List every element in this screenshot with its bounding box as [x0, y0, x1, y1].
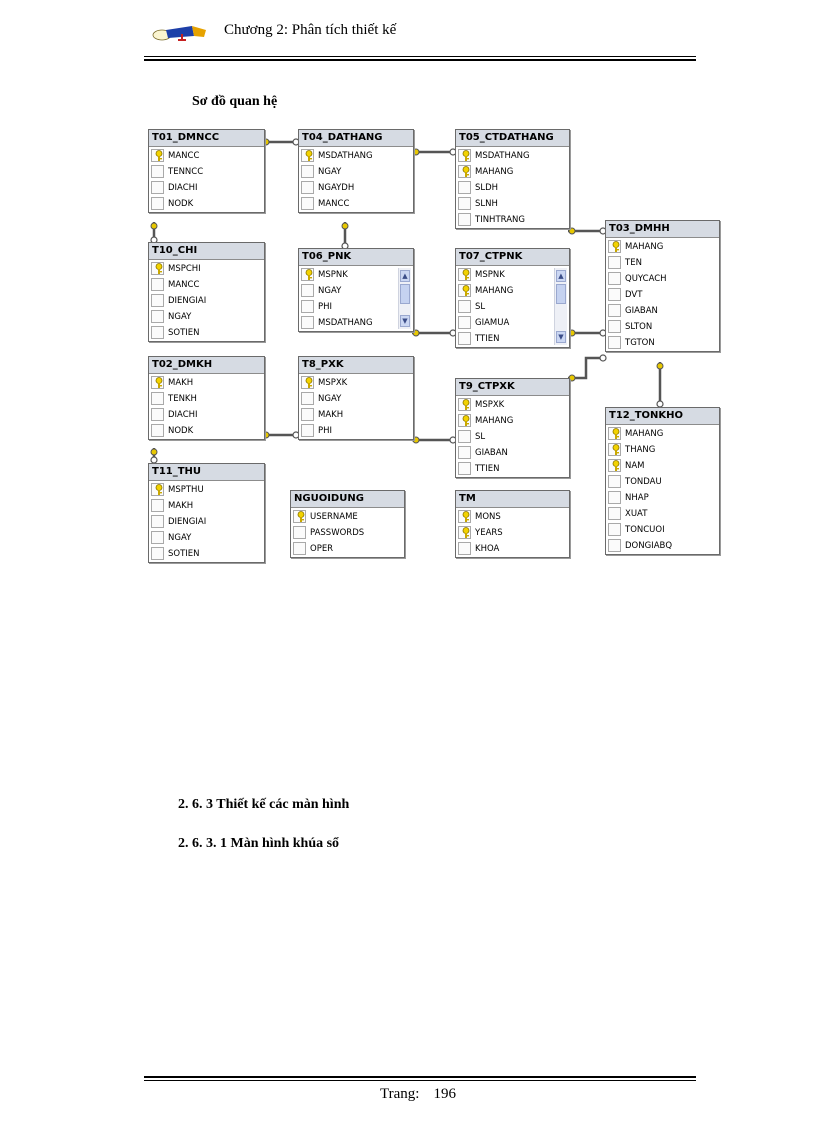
row-selector	[608, 507, 621, 520]
primary-key-icon	[461, 399, 471, 411]
table-column	[149, 423, 264, 439]
row-selector	[301, 408, 314, 421]
primary-key-icon	[611, 444, 621, 456]
row-selector	[458, 300, 471, 313]
table-column	[299, 299, 413, 315]
table-t11-thu[interactable]	[148, 463, 265, 563]
column-name: MSDATHANG	[318, 318, 373, 328]
diagram-title: Sơ đồ quan hệ	[192, 94, 278, 109]
row-selector	[608, 272, 621, 285]
column-name: PHI	[318, 302, 333, 312]
table-column	[299, 196, 413, 212]
table-column	[149, 325, 264, 341]
table-column	[299, 375, 413, 391]
table-column	[149, 546, 264, 562]
table-column	[456, 413, 569, 429]
table-column	[299, 315, 413, 331]
column-name: NGAYDH	[318, 183, 355, 193]
column-name: MSPXK	[475, 400, 505, 410]
row-selector	[458, 316, 471, 329]
column-name: TONCUOI	[625, 525, 665, 535]
column-name: MANCC	[318, 199, 350, 209]
column-name: SOTIEN	[168, 549, 200, 559]
row-selector	[151, 499, 164, 512]
column-name: MSPXK	[318, 378, 348, 388]
column-name: PHI	[318, 426, 333, 436]
column-name: MSDATHANG	[475, 151, 530, 161]
primary-key-icon	[611, 428, 621, 440]
primary-key-icon	[461, 415, 471, 427]
row-selector	[301, 392, 314, 405]
page-label: Trang:	[380, 1086, 420, 1102]
header-logo	[152, 24, 208, 42]
column-name: MONS	[475, 512, 501, 522]
column-name: TGTON	[625, 338, 655, 348]
table-column	[456, 445, 569, 461]
scroll-down-icon[interactable]: ▼	[400, 315, 410, 327]
row-selector	[301, 181, 314, 194]
primary-key-icon	[611, 241, 621, 253]
column-name: NGAY	[318, 286, 342, 296]
column-name: NODK	[168, 426, 194, 436]
column-name: NAM	[625, 461, 645, 471]
table-column	[456, 196, 569, 212]
table-column	[606, 271, 719, 287]
column-name: MAHANG	[625, 242, 664, 252]
row-selector	[151, 392, 164, 405]
table-tm[interactable]	[455, 490, 570, 558]
table-t8-pxk[interactable]	[298, 356, 414, 440]
table-title: T04_DATHANG	[299, 130, 413, 147]
column-name: OPER	[310, 544, 334, 554]
relationship-diagram	[140, 120, 730, 580]
row-selector	[608, 336, 621, 349]
table-title: T9_CTPXK	[456, 379, 569, 396]
table-t04-dathang[interactable]	[298, 129, 414, 213]
table-t05-ctdathang[interactable]	[455, 129, 570, 229]
table-title: T12_TONKHO	[606, 408, 719, 425]
table-column	[299, 267, 413, 283]
column-name: MSPCHI	[168, 264, 201, 274]
column-name: SLNH	[475, 199, 498, 209]
table-column	[299, 391, 413, 407]
column-name: DIENGIAI	[168, 296, 207, 306]
row-selector	[151, 424, 164, 437]
table-column	[606, 255, 719, 271]
table-column	[149, 391, 264, 407]
column-name: GIABAN	[475, 448, 508, 458]
column-name: SL	[475, 432, 486, 442]
table-column	[456, 283, 569, 299]
table-column	[606, 426, 719, 442]
row-selector	[301, 284, 314, 297]
column-name: QUYCACH	[625, 274, 667, 284]
row-selector	[151, 408, 164, 421]
row-selector	[458, 213, 471, 226]
table-t07-ctpnk[interactable]	[455, 248, 570, 348]
column-name: TINHTRANG	[475, 215, 525, 225]
column-name: TONDAU	[625, 477, 662, 487]
column-name: MAKH	[168, 501, 194, 511]
row-selector	[458, 332, 471, 345]
page-footer	[380, 1086, 456, 1103]
table-column	[606, 239, 719, 255]
table-column	[606, 538, 719, 554]
table-column	[456, 461, 569, 477]
primary-key-icon	[154, 484, 164, 496]
table-column	[299, 180, 413, 196]
row-selector	[608, 304, 621, 317]
table-title: T01_DMNCC	[149, 130, 264, 147]
column-name: NGAY	[168, 312, 192, 322]
row-selector	[608, 523, 621, 536]
column-name: NHAP	[625, 493, 649, 503]
column-name: GIABAN	[625, 306, 658, 316]
primary-key-icon	[154, 377, 164, 389]
table-column	[149, 180, 264, 196]
table-column	[606, 506, 719, 522]
table-title: T06_PNK	[299, 249, 413, 266]
row-selector	[608, 320, 621, 333]
column-name: MANCC	[168, 280, 200, 290]
table-column	[149, 148, 264, 164]
table-column	[149, 375, 264, 391]
table-column	[456, 148, 569, 164]
row-selector	[301, 424, 314, 437]
column-name: TENNCC	[168, 167, 204, 177]
column-name: SLTON	[625, 322, 653, 332]
header-rule-thin	[144, 56, 696, 57]
table-scrollbar[interactable]	[398, 268, 411, 329]
row-selector	[608, 539, 621, 552]
column-name: MAKH	[318, 410, 344, 420]
table-title: T03_DMHH	[606, 221, 719, 238]
table-column	[291, 525, 404, 541]
table-column	[606, 287, 719, 303]
row-selector	[301, 316, 314, 329]
table-t06-pnk[interactable]	[298, 248, 414, 332]
column-name: MAHANG	[625, 429, 664, 439]
table-column	[149, 407, 264, 423]
table-title: T8_PXK	[299, 357, 413, 374]
primary-key-icon	[461, 150, 471, 162]
row-selector	[151, 326, 164, 339]
row-selector	[151, 294, 164, 307]
table-nguoidung[interactable]	[290, 490, 405, 558]
table-column	[149, 277, 264, 293]
table-t12-tonkho[interactable]	[605, 407, 720, 555]
table-column	[456, 299, 569, 315]
table-column	[456, 267, 569, 283]
scroll-up-icon[interactable]: ▲	[556, 270, 566, 282]
row-selector	[293, 542, 306, 555]
scroll-down-icon[interactable]: ▼	[556, 331, 566, 343]
primary-key-icon	[461, 285, 471, 297]
footer-rule-thick	[144, 1076, 696, 1078]
column-name: GIAMUA	[475, 318, 510, 328]
header-rule-thick	[144, 59, 696, 61]
table-column	[299, 164, 413, 180]
row-selector	[151, 531, 164, 544]
column-name: SL	[475, 302, 486, 312]
table-column	[149, 482, 264, 498]
table-column	[291, 541, 404, 557]
table-column	[606, 490, 719, 506]
row-selector	[151, 197, 164, 210]
table-title: TM	[456, 491, 569, 508]
row-selector	[151, 515, 164, 528]
primary-key-icon	[154, 150, 164, 162]
column-name: THANG	[625, 445, 656, 455]
page-number: 196	[433, 1086, 456, 1102]
column-name: MSDATHANG	[318, 151, 373, 161]
primary-key-icon	[304, 377, 314, 389]
page-header-title: Chương 2: Phân tích thiết kế	[224, 22, 397, 38]
column-name: MAHANG	[475, 286, 514, 296]
column-name: MAKH	[168, 378, 194, 388]
column-name: DVT	[625, 290, 643, 300]
column-name: MAHANG	[475, 416, 514, 426]
section-heading-lock-screen: 2. 6. 3. 1 Màn hình khúa sổ	[178, 836, 340, 851]
table-column	[606, 319, 719, 335]
primary-key-icon	[461, 269, 471, 281]
row-selector	[301, 300, 314, 313]
table-column	[149, 196, 264, 212]
table-column	[456, 525, 569, 541]
primary-key-icon	[461, 527, 471, 539]
column-name: DIACHI	[168, 410, 198, 420]
column-name: USERNAME	[310, 512, 358, 522]
column-name: MSPTHU	[168, 485, 204, 495]
row-selector	[293, 526, 306, 539]
table-column	[291, 509, 404, 525]
table-column	[299, 283, 413, 299]
column-name: TENKH	[168, 394, 197, 404]
column-name: TTIEN	[475, 334, 500, 344]
row-selector	[608, 491, 621, 504]
row-selector	[151, 547, 164, 560]
scroll-thumb[interactable]	[400, 284, 410, 304]
table-scrollbar[interactable]	[554, 268, 567, 345]
table-column	[456, 397, 569, 413]
column-name: YEARS	[475, 528, 503, 538]
table-column	[606, 522, 719, 538]
primary-key-icon	[296, 511, 306, 523]
row-selector	[151, 165, 164, 178]
column-name: MSPNK	[475, 270, 505, 280]
table-column	[299, 407, 413, 423]
row-selector	[458, 430, 471, 443]
row-selector	[458, 462, 471, 475]
table-column	[149, 514, 264, 530]
table-column	[606, 458, 719, 474]
table-t01-dmncc[interactable]	[148, 129, 265, 213]
column-name: KHOA	[475, 544, 500, 554]
column-name: NODK	[168, 199, 194, 209]
table-column	[149, 530, 264, 546]
column-name: DIENGIAI	[168, 517, 207, 527]
table-column	[456, 429, 569, 445]
primary-key-icon	[461, 511, 471, 523]
table-column	[606, 442, 719, 458]
column-name: SLDH	[475, 183, 499, 193]
table-column	[606, 474, 719, 490]
table-column	[456, 331, 569, 347]
table-column	[456, 164, 569, 180]
table-column	[299, 423, 413, 439]
column-name: NGAY	[168, 533, 192, 543]
row-selector	[608, 288, 621, 301]
table-column	[149, 293, 264, 309]
table-t9-ctpxk[interactable]	[455, 378, 570, 478]
footer-rule-thin	[144, 1080, 696, 1081]
row-selector	[458, 181, 471, 194]
column-name: NGAY	[318, 167, 342, 177]
column-name: MAHANG	[475, 167, 514, 177]
table-column	[456, 315, 569, 331]
row-selector	[458, 446, 471, 459]
row-selector	[608, 256, 621, 269]
table-column	[149, 309, 264, 325]
row-selector	[301, 197, 314, 210]
column-name: TEN	[625, 258, 642, 268]
table-title: T10_CHI	[149, 243, 264, 260]
table-column	[299, 148, 413, 164]
table-t10-chi[interactable]	[148, 242, 265, 342]
row-selector	[458, 197, 471, 210]
primary-key-icon	[304, 269, 314, 281]
column-name: MANCC	[168, 151, 200, 161]
row-selector	[151, 278, 164, 291]
row-selector	[151, 181, 164, 194]
table-column	[149, 261, 264, 277]
row-selector	[458, 542, 471, 555]
section-heading-screens: 2. 6. 3 Thiết kế các màn hình	[178, 797, 350, 812]
primary-key-icon	[611, 460, 621, 472]
row-selector	[608, 475, 621, 488]
table-column	[149, 164, 264, 180]
column-name: MSPNK	[318, 270, 348, 280]
primary-key-icon	[461, 166, 471, 178]
table-column	[149, 498, 264, 514]
scroll-thumb[interactable]	[556, 284, 566, 304]
table-column	[456, 212, 569, 228]
table-column	[456, 509, 569, 525]
column-name: NGAY	[318, 394, 342, 404]
primary-key-icon	[304, 150, 314, 162]
primary-key-icon	[154, 263, 164, 275]
table-t03-dmhh[interactable]	[605, 220, 720, 352]
table-t02-dmkh[interactable]	[148, 356, 265, 440]
column-name: PASSWORDS	[310, 528, 365, 538]
column-name: XUAT	[625, 509, 648, 519]
column-name: SOTIEN	[168, 328, 200, 338]
table-title: NGUOIDUNG	[291, 491, 404, 508]
table-title: T02_DMKH	[149, 357, 264, 374]
table-title: T05_CTDATHANG	[456, 130, 569, 147]
table-column	[456, 180, 569, 196]
column-name: TTIEN	[475, 464, 500, 474]
table-title: T11_THU	[149, 464, 264, 481]
column-name: DONGIABQ	[625, 541, 673, 551]
row-selector	[151, 310, 164, 323]
table-column	[606, 303, 719, 319]
table-column	[456, 541, 569, 557]
table-column	[606, 335, 719, 351]
row-selector	[301, 165, 314, 178]
scroll-up-icon[interactable]: ▲	[400, 270, 410, 282]
column-name: DIACHI	[168, 183, 198, 193]
table-title: T07_CTPNK	[456, 249, 569, 266]
